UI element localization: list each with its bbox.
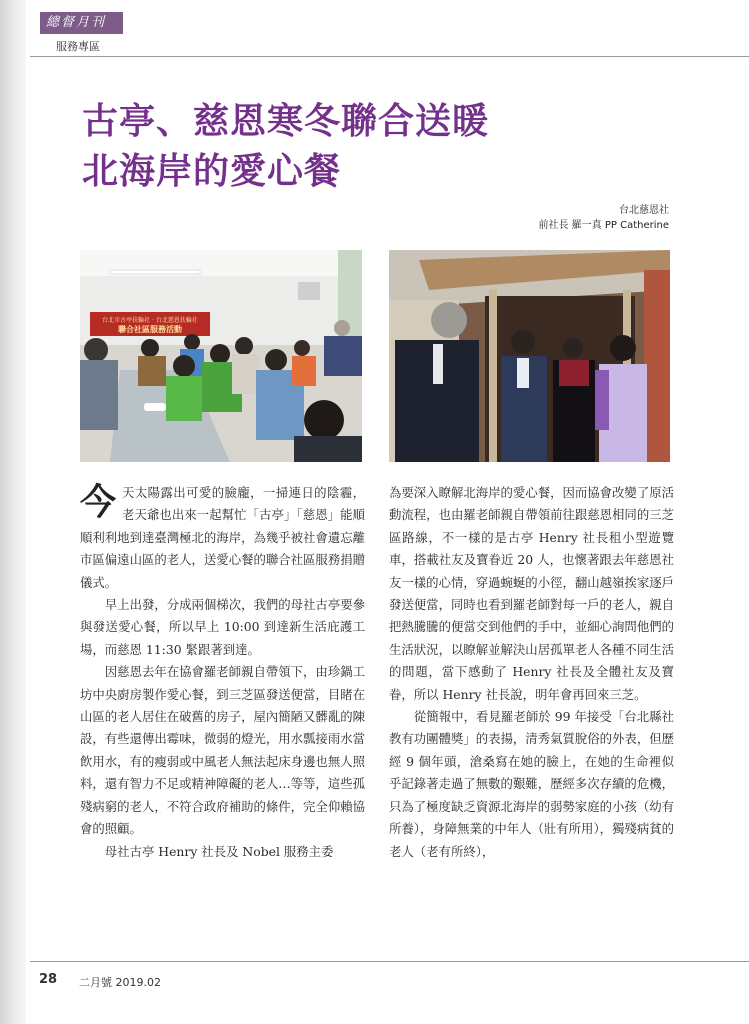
paragraph-1: 今天太陽露出可愛的臉龐，一掃連日的陰霾，老天爺也出來一起幫忙「古亭」「慈恩」能順順利利地到達臺灣極北的海岸，為幾乎被社會遺忘離市區偏遠山區的老人，送愛心餐的聯合社區服務捐贈儀式。 [80,481,365,590]
section-label: 服務專區 [56,40,100,53]
magazine-logo: 總督月刊 [40,12,123,34]
byline [539,203,670,233]
binding-gutter [0,0,26,1024]
footer-rule [30,961,749,962]
column-right [389,482,674,863]
title-line-1: 古亭、慈恩寒冬聯合送暖 [82,100,490,142]
paragraph-6: 從簡報中，看見羅老師於 99 年接受「台北縣社教有功團體獎」的表揚，清秀氣質脫俗的外表，但歷經 9 個年頭，滄桑寫在她的臉上，在她的生命裡似乎記錄著走過了無數的艱難，歷經多次存續的危機，只為了極度缺乏資源北海岸的弱勢家庭的小孩（幼有所養），身障無業的中年人（壯有所用），獨殘病貧的老人（老有所終）， [389,709,674,859]
photo-ceremony [80,250,362,462]
byline-author: 前社長 羅一真 PP Catherine [538,220,669,231]
banner-line-1: 台北市古亭扶輪社 · 台北慈恩扶輪社 [102,317,198,324]
issue-label: 二月號 2019.02 [79,976,161,989]
paragraph-5: 為要深入瞭解北海岸的愛心餐，因而協會改變了原活動流程，也由羅老師親自帶領前往跟慈恩相同的三芝區路線，不一樣的是古亭 Henry 社長租小型遊覽車，搭載社友及寶眷近 20 人，也懷著跟去年慈恩社友一樣的心情，穿過蜿蜒的小徑，翻山越嶺挨家逐戶發送便當，同時也看到羅老師對每一戶的老人，親自把熱騰騰的便當交到他們的手中，並細心詢問他們的生活狀況，以瞭解並解決山居孤單老人各種不同生活的問題，當下感動了 Henry 社長及全體社友及寶眷，所以 Henry 社長說，明年會再回來三芝。 [389,485,674,702]
column-left [80,482,365,863]
title-line-2: 北海岸的愛心餐 [82,150,342,192]
banner-line-2: 聯合社區服務活動 [118,325,182,334]
byline-org: 台北慈恩社 [619,205,669,216]
paragraph-4: 母社古亭 Henry 社長及 Nobel 服務主委 [104,843,334,859]
header-rule [30,56,749,57]
article-title [82,96,489,196]
page-number: 28 [39,972,58,987]
drop-cap: 今 [80,481,117,523]
paragraph-2: 早上出發，分成兩個梯次，我們的母社古亭要參與發送愛心餐，所以早上 10:00 到達新生活庇護工場，而慈恩 11:30 緊跟著到達。 [80,597,365,657]
photo-delivery [389,250,670,462]
paragraph-3: 因慈恩去年在協會羅老師親自帶領下，由珍鍋工坊中央廚房製作愛心餐，到三芝區發送便當，目睹在山區的老人居住在破舊的房子，屋內簡陋又髒亂的陳設，有些還傳出霉味，微弱的燈光，用水瓢接雨水當飲用水，有的瘦弱或中風老人無法起床身邊也無人照料，還有智力不足或精神障礙的老人…等等，這些孤殘病窮的老人，不符合政府補助的條件，完全仰賴協會的照顧。 [80,664,365,837]
